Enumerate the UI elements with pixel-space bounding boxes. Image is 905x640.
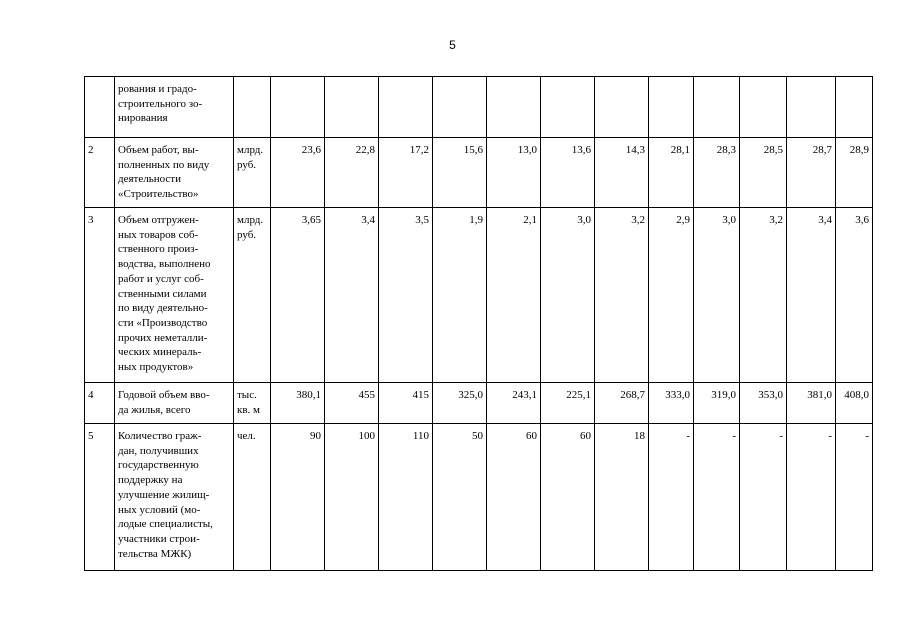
value-cell: 353,0 [740,383,787,424]
value-cell: 28,9 [836,138,873,208]
value-cell: 60 [487,424,541,571]
unit-cell: млрд. руб. [234,208,271,383]
value-cell: 380,1 [271,383,325,424]
value-cell: 3,2 [595,208,649,383]
table-row [85,208,873,383]
value-cell [379,77,433,138]
row-index-cell [85,77,115,138]
value-cell: 90 [271,424,325,571]
value-cell [836,77,873,138]
value-cell: 455 [325,383,379,424]
value-cell: 333,0 [649,383,694,424]
value-cell: 28,1 [649,138,694,208]
row-index-cell: 4 [85,383,115,424]
indicator-name-cell: Количество граж- дан, получивших государственную поддержку на улучшение жилищ- ных условий (мо- лодые специалисты, участники строи- тельства МЖК) [115,424,234,571]
row-index-cell: 3 [85,208,115,383]
value-cell [787,77,836,138]
value-cell: 17,2 [379,138,433,208]
value-cell: 28,5 [740,138,787,208]
value-cell: - [694,424,740,571]
unit-cell: млрд. руб. [234,138,271,208]
page-number: 5 [449,38,456,52]
value-cell: 415 [379,383,433,424]
value-cell: 23,6 [271,138,325,208]
indicator-name-cell: Объем отгружен- ных товаров соб- ственного произ- водства, выполнено работ и услуг соб- ственными силами по виду деятельно- сти «Производство прочих неметалли- ческих минераль- ных продуктов» [115,208,234,383]
value-cell: 1,9 [433,208,487,383]
value-cell: 319,0 [694,383,740,424]
value-cell: 13,0 [487,138,541,208]
value-cell: 243,1 [487,383,541,424]
value-cell: 408,0 [836,383,873,424]
value-cell: 60 [541,424,595,571]
value-cell: 13,6 [541,138,595,208]
indicator-name-cell: рования и градо- строительного зо- нирования [115,77,234,138]
value-cell [541,77,595,138]
row-index-cell: 5 [85,424,115,571]
value-cell: 28,7 [787,138,836,208]
value-cell: 3,5 [379,208,433,383]
value-cell: 3,4 [325,208,379,383]
value-cell: - [787,424,836,571]
indicator-name-cell: Годовой объем вво- да жилья, всего [115,383,234,424]
value-cell: - [836,424,873,571]
value-cell: 3,2 [740,208,787,383]
value-cell: 3,65 [271,208,325,383]
value-cell [271,77,325,138]
unit-cell: чел. [234,424,271,571]
value-cell: 3,0 [541,208,595,383]
unit-cell [234,77,271,138]
value-cell: 381,0 [787,383,836,424]
value-cell [649,77,694,138]
value-cell: 325,0 [433,383,487,424]
value-cell: - [649,424,694,571]
value-cell: 100 [325,424,379,571]
value-cell: - [740,424,787,571]
value-cell [433,77,487,138]
unit-cell: тыс. кв. м [234,383,271,424]
value-cell: 22,8 [325,138,379,208]
value-cell [694,77,740,138]
table-row [85,383,873,424]
value-cell: 28,3 [694,138,740,208]
value-cell [487,77,541,138]
value-cell: 14,3 [595,138,649,208]
value-cell [740,77,787,138]
table-row [85,77,873,138]
table-row [85,138,873,208]
value-cell: 225,1 [541,383,595,424]
indicators-table [84,76,873,571]
table-row [85,424,873,571]
value-cell: 2,9 [649,208,694,383]
value-cell [595,77,649,138]
value-cell: 3,0 [694,208,740,383]
value-cell: 268,7 [595,383,649,424]
value-cell [325,77,379,138]
row-index-cell: 2 [85,138,115,208]
value-cell: 3,4 [787,208,836,383]
value-cell: 3,6 [836,208,873,383]
value-cell: 110 [379,424,433,571]
indicator-name-cell: Объем работ, вы- полненных по виду деятельности «Строительство» [115,138,234,208]
value-cell: 50 [433,424,487,571]
value-cell: 18 [595,424,649,571]
value-cell: 15,6 [433,138,487,208]
value-cell: 2,1 [487,208,541,383]
